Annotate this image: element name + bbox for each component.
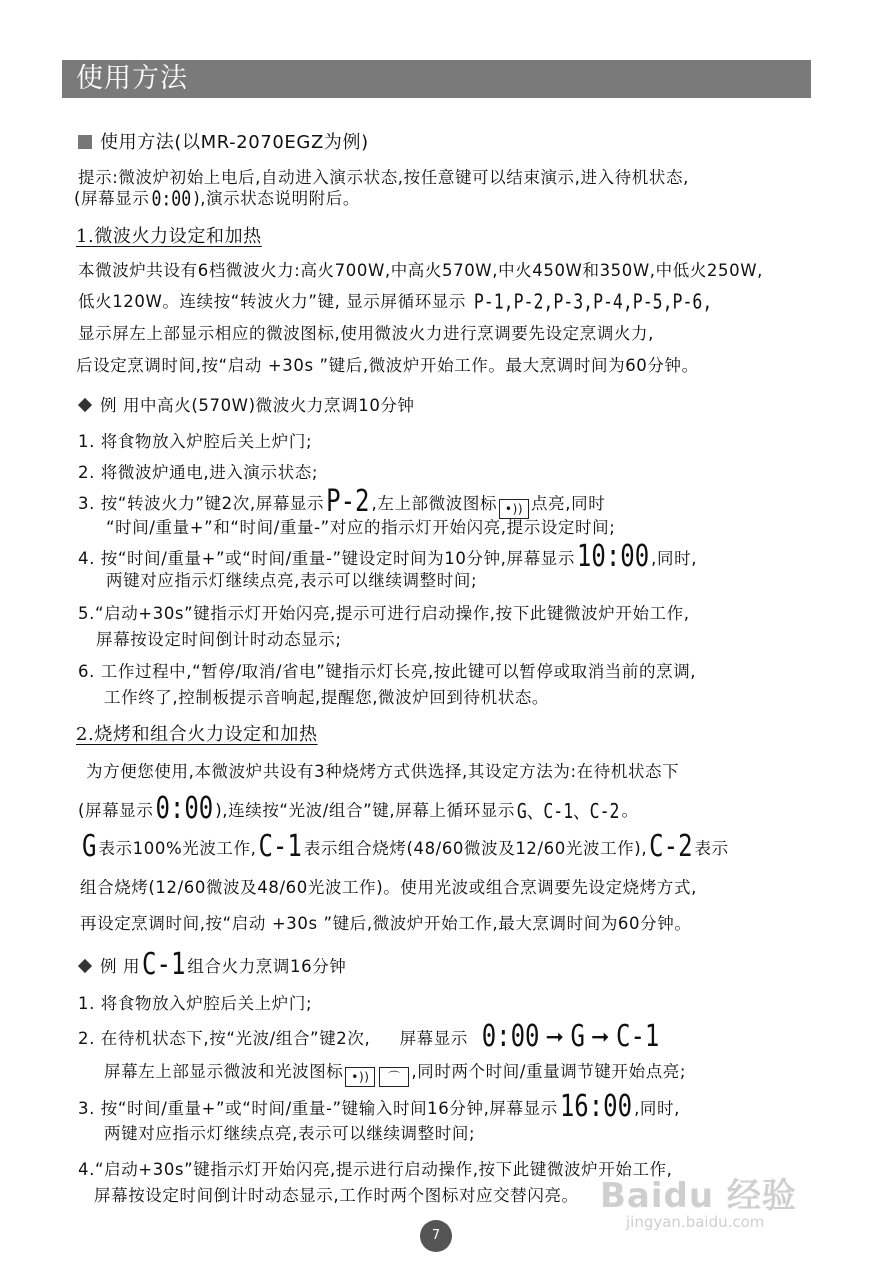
s1-step-4 xyxy=(78,538,698,574)
s2-step-2 xyxy=(78,1018,661,1054)
microwave-icon: •)) xyxy=(499,499,529,519)
hint-line-1: 提示:微波炉初始上电后,自动进入演示状态,按任意键可以结束演示,进入待机状态, xyxy=(78,168,689,187)
s2-para-5: 再设定烹调时间,按“启动 +30s ”键后,微波炉开始工作,最大烹调时间为60分钟。 xyxy=(80,914,692,933)
s1-step-3-pre: 3. 按“转波火力”键2次,屏幕显示 xyxy=(78,494,325,513)
microwave-icon: •)) xyxy=(345,1067,375,1087)
s2-para-2 xyxy=(78,790,639,826)
display-sequence-2: G xyxy=(570,1018,585,1054)
watermark-logo: Baidu 经验 xyxy=(600,1176,797,1216)
s2-para-2-pre: (屏幕显示 xyxy=(78,801,154,820)
display-sequence-3: C-1 xyxy=(616,1018,660,1054)
hint-post: ),演示状态说明附后。 xyxy=(193,189,360,208)
s2-para-3-a: 表示100%光波工作, xyxy=(98,839,257,858)
s1-example-text: 例 用中高火(570W)微波火力烹调10分钟 xyxy=(100,396,415,415)
s2-example-post: 组合火力烹调16分钟 xyxy=(187,957,347,976)
s1-step-3-cont: “时间/重量+”和“时间/重量-”对应的指示灯开始闪亮,提示设定时间; xyxy=(106,518,616,537)
s2-example xyxy=(76,946,347,982)
s2-step-2-screen: 屏幕显示 xyxy=(399,1029,468,1048)
s1-step-5: 5.“启动+30s”键指示灯开始闪亮,提示可进行启动操作,按下此键微波炉开始工作, xyxy=(78,604,690,623)
s2-step-4-cont: 屏幕按设定时间倒计时动态显示,工作时两个图标对应交替闪亮。 xyxy=(94,1186,579,1205)
s2-para-3 xyxy=(80,828,729,864)
s1-step-5-cont: 屏幕按设定时间倒计时动态显示; xyxy=(96,630,342,649)
s2-step-2-cont xyxy=(104,1058,686,1087)
diamond-bullet-icon xyxy=(78,959,92,973)
square-bullet-icon xyxy=(78,135,92,149)
diamond-bullet-icon xyxy=(78,398,92,412)
light-wave-icon: ⌒ xyxy=(379,1067,409,1087)
display-16-00: 16:00 xyxy=(559,1088,633,1124)
page-number: 7 xyxy=(420,1220,452,1252)
s2-para-3-c: 表示 xyxy=(694,839,729,858)
s1-step-4-pre: 4. 按“时间/重量+”或“时间/重量-”键设定时间为10分钟,屏幕显示 xyxy=(78,549,575,568)
s1-step-6: 6. 工作过程中,“暂停/取消/省电”键指示灯长亮,按此键可以暂停或取消当前的烹调, xyxy=(78,662,697,681)
s2-step-3-pre: 3. 按“时间/重量+”或“时间/重量-”键输入时间16分钟,屏幕显示 xyxy=(78,1099,558,1118)
page-header: 使用方法 xyxy=(62,60,811,98)
s2-para-4: 组合烧烤(12/60微波及48/60光波工作)。使用光波或组合烹调要先设定烧烤方式, xyxy=(80,878,697,897)
s2-example-pre: 例 用 xyxy=(100,957,141,976)
s2-step-3-cont: 两键对应指示灯继续点亮,表示可以继续调整时间; xyxy=(104,1124,476,1143)
s1-step-3-post: 点亮,同时 xyxy=(531,494,606,513)
s2-step-3-post: ,同时, xyxy=(634,1099,680,1118)
s2-para-2-post: 。 xyxy=(621,801,639,820)
s2-step-3 xyxy=(78,1088,680,1124)
s1-para-3: 显示屏左上部显示相应的微波图标,使用微波火力进行烹调要先设定烹调火力, xyxy=(78,324,654,343)
section-2-title: 2.烧烤和组合火力设定和加热 xyxy=(76,724,318,745)
display-sequence-1: 0:00 xyxy=(481,1018,540,1054)
s1-step-2: 2. 将微波炉通电,进入演示状态; xyxy=(78,463,318,482)
display-power-cycle: P-1,P-2,P-3,P-4,P-5,P-6, xyxy=(473,289,713,314)
display-grill-cycle: G、C-1、C-2 xyxy=(516,799,620,823)
s1-step-3-mid: ,左上部微波图标 xyxy=(371,494,498,513)
display-c1-example: C-1 xyxy=(142,946,186,982)
s1-example xyxy=(76,392,415,416)
s1-step-6-cont: 工作终了,控制板提示音响起,提醒您,微波炉回到待机状态。 xyxy=(104,688,550,707)
display-g: G xyxy=(82,828,97,864)
s1-para-4: 后设定烹调时间,按“启动 +30s ”键后,微波炉开始工作。最大烹调时间为60分钟。 xyxy=(76,356,699,375)
s2-para-1: 为方便您使用,本微波炉共设有3种烧烤方式供选择,其设定方法为:在待机状态下 xyxy=(86,762,680,781)
display-p2: P-2 xyxy=(326,483,370,519)
display-c2: C-2 xyxy=(649,828,693,864)
s1-step-4-cont: 两键对应指示灯继续点亮,表示可以继续调整时间; xyxy=(106,571,478,590)
s2-para-3-b: 表示组合烧烤(48/60微波及12/60光波工作), xyxy=(303,839,648,858)
watermark-url: jingyan.baidu.com xyxy=(626,1213,765,1231)
display-standby: 0:00 xyxy=(151,186,192,211)
arrow-right-icon: ➞ xyxy=(545,1025,565,1050)
display-c1: C-1 xyxy=(258,828,302,864)
subtitle xyxy=(78,128,369,154)
subtitle-text: 使用方法(以MR-2070EGZ为例) xyxy=(100,132,369,153)
hint-line-2 xyxy=(74,185,360,209)
s1-para-1: 本微波炉共设有6档微波火力:高火700W,中高火570W,中火450W和350W,中低火250W, xyxy=(78,261,763,280)
s1-para-2 xyxy=(78,288,714,312)
s2-step-1: 1. 将食物放入炉腔后关上炉门; xyxy=(78,994,313,1013)
display-10-00: 10:00 xyxy=(576,538,650,574)
s1-step-4-post: ,同时, xyxy=(651,549,698,568)
watermark xyxy=(600,1168,797,1231)
s1-para-2-text: 低火120W。连续按“转波火力”键, 显示屏循环显示 xyxy=(78,292,466,311)
s1-step-1: 1. 将食物放入炉腔后关上炉门; xyxy=(78,432,313,451)
s2-step-2-cont-pre: 屏幕左上部显示微波和光波图标 xyxy=(104,1062,344,1081)
s2-para-2-mid: ),连续按“光波/组合”键,屏幕上循环显示 xyxy=(215,801,515,820)
section-1-title: 1.微波火力设定和加热 xyxy=(76,226,262,247)
s2-step-4: 4.“启动+30s”键指示灯开始闪亮,提示进行启动操作,按下此键微波炉开始工作, xyxy=(78,1160,673,1179)
arrow-right-icon: ➞ xyxy=(590,1025,611,1050)
s2-step-2-pre: 2. 在待机状态下,按“光波/组合”键2次, xyxy=(78,1029,371,1048)
s2-step-2-cont-post: ,同时两个时间/重量调节键开始点亮; xyxy=(411,1062,687,1081)
hint-pre: (屏幕显示 xyxy=(74,189,150,208)
display-0-00: 0:00 xyxy=(155,790,214,826)
